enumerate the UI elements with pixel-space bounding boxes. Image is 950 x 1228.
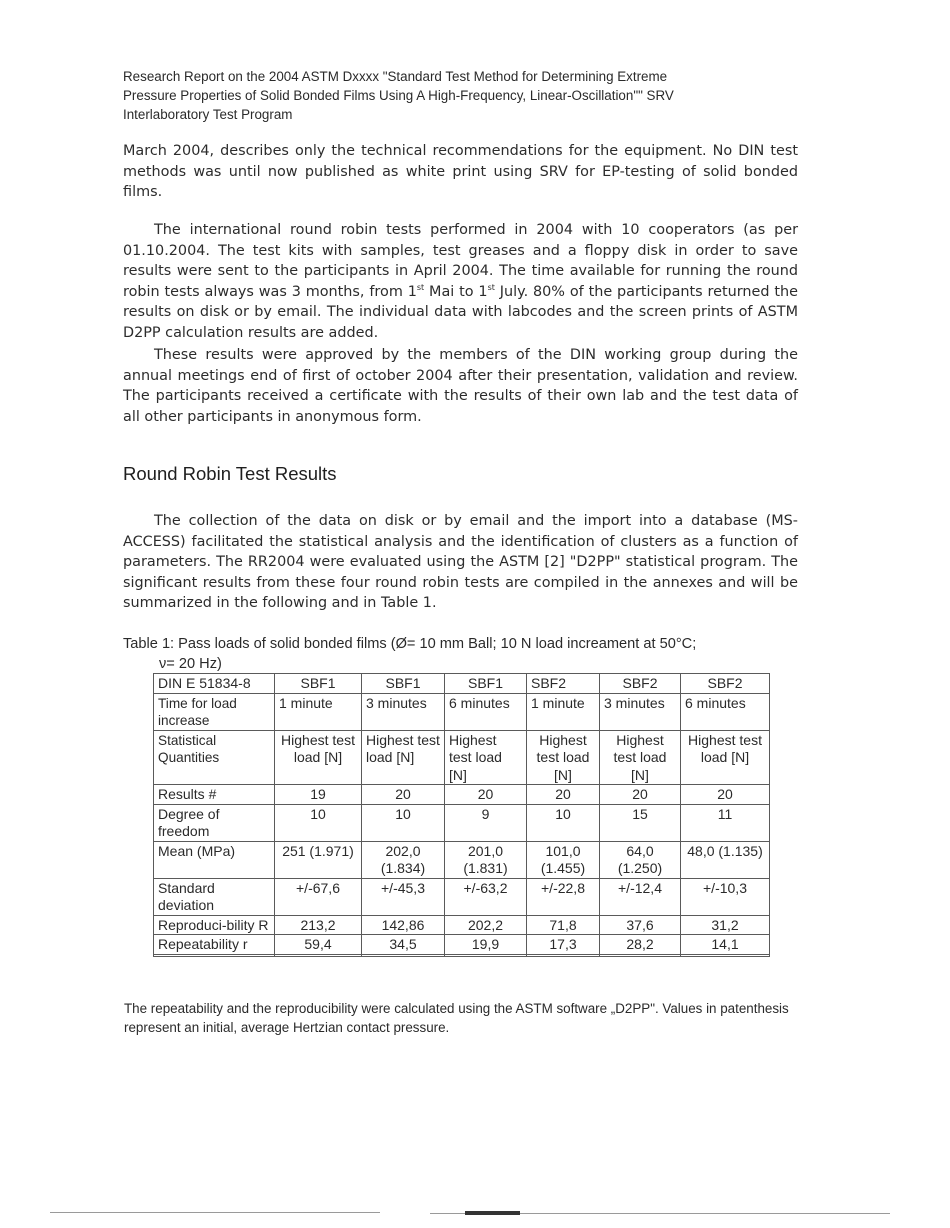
table-cell: 10 — [275, 804, 362, 841]
table-cell — [154, 954, 275, 956]
paragraph-text: The collection of the data on disk or by email and the import into a database (MS-ACCESS) facilitated the statistical analysis and the identification of clusters as a function of parameters. The RR2004 were evaluated using the ASTM [2] "D2PP" statistical program. The significant results from these four round robin tests are compiled in the annexes and will be summarized in the following and in Table 1. — [123, 513, 798, 612]
paragraph — [123, 220, 798, 344]
table-cell: SBF1 — [275, 674, 362, 694]
table-cell: 17,3 — [527, 935, 600, 955]
table-row — [154, 785, 770, 805]
table-cell: 142,86 — [362, 915, 445, 935]
table-cell: Standard deviation — [154, 878, 275, 915]
table-row — [154, 674, 770, 694]
table-cell: +/-63,2 — [445, 878, 527, 915]
table-cell: Repeatability r — [154, 935, 275, 955]
table-cell — [275, 954, 362, 956]
table-cell: 101,0 (1.455) — [527, 841, 600, 878]
paragraph-text: The international round robin tests performed in 2004 with 10 cooperators (as per 01.10.2004. The test kits with samples, test greases and a floppy disk in order to save results were sent to the participants in April 2004. The time available for running the round robin tests always was 3 months, from 1 — [123, 222, 798, 300]
paragraph-text: July. 80% of the participants returned the results on disk or by email. The individual data with labcodes and the screen prints of ASTM D2PP calculation results are added. — [123, 283, 798, 341]
table-cell: 71,8 — [527, 915, 600, 935]
table-cell: SBF2 — [600, 674, 681, 694]
table-cell: 37,6 — [600, 915, 681, 935]
table-cell: +/-22,8 — [527, 878, 600, 915]
table-cell: Highest test load [N] — [600, 730, 681, 785]
caption-line: ν= 20 Hz) — [159, 656, 222, 672]
table-cell: Highest test load [N] — [362, 730, 445, 785]
table-row — [154, 804, 770, 841]
header-line: Interlaboratory Test Program — [123, 107, 293, 122]
table-cell: 251 (1.971) — [275, 841, 362, 878]
paragraph — [123, 345, 798, 427]
table-row — [154, 878, 770, 915]
table-cell: 202,2 — [445, 915, 527, 935]
header-line: Research Report on the 2004 ASTM Dxxxx "Standard Test Method for Determining Extreme — [123, 69, 668, 84]
table-cell: DIN E 51834-8 — [154, 674, 275, 694]
paragraph-text: Mai to 1 — [424, 283, 488, 300]
table-cell: 202,0 (1.834) — [362, 841, 445, 878]
table-cell: 3 minutes — [362, 693, 445, 730]
table-row — [154, 693, 770, 730]
paragraph-text: These results were approved by the members of the DIN working group during the annual meetings end of first of october 2004 after their presentation, validation and review. The participants received a certificate with the results of their own lab and the test data of all other participants in anonymous form. — [123, 347, 798, 425]
table-row — [154, 954, 770, 956]
table-cell: 48,0 (1.135) — [681, 841, 770, 878]
table-footnote: The repeatability and the reproducibility were calculated using the ASTM software „D2PP". Values in patenthesis represent an initial, average Hertzian contact pressure. — [124, 1001, 789, 1035]
running-header — [123, 67, 783, 124]
table-cell: Reproduci-bility R — [154, 915, 275, 935]
table-cell: Highest test load [N] — [527, 730, 600, 785]
section-heading: Round Robin Test Results — [123, 463, 337, 484]
table-row — [154, 730, 770, 785]
table-cell: 20 — [600, 785, 681, 805]
table-cell: 64,0 (1.250) — [600, 841, 681, 878]
table-cell: 6 minutes — [681, 693, 770, 730]
table-cell: 10 — [527, 804, 600, 841]
table-cell: SBF1 — [445, 674, 527, 694]
table-cell: 31,2 — [681, 915, 770, 935]
table-cell: +/-10,3 — [681, 878, 770, 915]
table-cell: 20 — [681, 785, 770, 805]
table-cell: 14,1 — [681, 935, 770, 955]
table-cell: 11 — [681, 804, 770, 841]
table-cell: 201,0 (1.831) — [445, 841, 527, 878]
table-cell: 59,4 — [275, 935, 362, 955]
table-cell: 20 — [362, 785, 445, 805]
table-cell — [600, 954, 681, 956]
table-cell: 34,5 — [362, 935, 445, 955]
table-cell: Statistical Quantities — [154, 730, 275, 785]
table-cell — [527, 954, 600, 956]
results-table — [153, 673, 770, 957]
table-cell: 6 minutes — [445, 693, 527, 730]
paragraph — [123, 511, 798, 614]
table-cell: 9 — [445, 804, 527, 841]
table-row — [154, 915, 770, 935]
table-cell — [445, 954, 527, 956]
table-cell: 28,2 — [600, 935, 681, 955]
table-cell: 10 — [362, 804, 445, 841]
table-cell: +/-12,4 — [600, 878, 681, 915]
table-cell: +/-45,3 — [362, 878, 445, 915]
table-cell: Results # — [154, 785, 275, 805]
scan-artifact-mark — [465, 1211, 520, 1215]
superscript: st — [416, 282, 425, 292]
table-cell: SBF2 — [681, 674, 770, 694]
table-cell: Highest test load [N] — [445, 730, 527, 785]
table-cell: 3 minutes — [600, 693, 681, 730]
table-cell: Highest test load [N] — [275, 730, 362, 785]
superscript: st — [487, 282, 495, 292]
table-cell: 19,9 — [445, 935, 527, 955]
table-cell: +/-67,6 — [275, 878, 362, 915]
caption-line: Table 1: Pass loads of solid bonded films (Ø= 10 mm Ball; 10 N load increament at 50°C; — [123, 636, 697, 652]
table-cell: Mean (MPa) — [154, 841, 275, 878]
table-cell: 20 — [527, 785, 600, 805]
table-cell: Time for load increase — [154, 693, 275, 730]
table-cell: SBF2 — [527, 674, 600, 694]
table-cell: 15 — [600, 804, 681, 841]
header-line: Pressure Properties of Solid Bonded Films Using A High-Frequency, Linear-Oscillation"" SRV — [123, 88, 674, 103]
table-cell: 19 — [275, 785, 362, 805]
table-row — [154, 935, 770, 955]
table-row — [154, 841, 770, 878]
table-caption — [123, 634, 813, 674]
scan-artifact-line — [50, 1212, 380, 1213]
table-cell: Highest test load [N] — [681, 730, 770, 785]
table-cell: 1 minute — [527, 693, 600, 730]
table-cell: SBF1 — [362, 674, 445, 694]
table-cell: 20 — [445, 785, 527, 805]
table-cell — [681, 954, 770, 956]
table-cell: 213,2 — [275, 915, 362, 935]
table-cell: Degree of freedom — [154, 804, 275, 841]
table-cell — [362, 954, 445, 956]
paragraph: March 2004, describes only the technical recommendations for the equipment. No DIN test methods was until now published as white print using SRV for EP-testing of solid bonded films. — [123, 143, 798, 201]
table-cell: 1 minute — [275, 693, 362, 730]
